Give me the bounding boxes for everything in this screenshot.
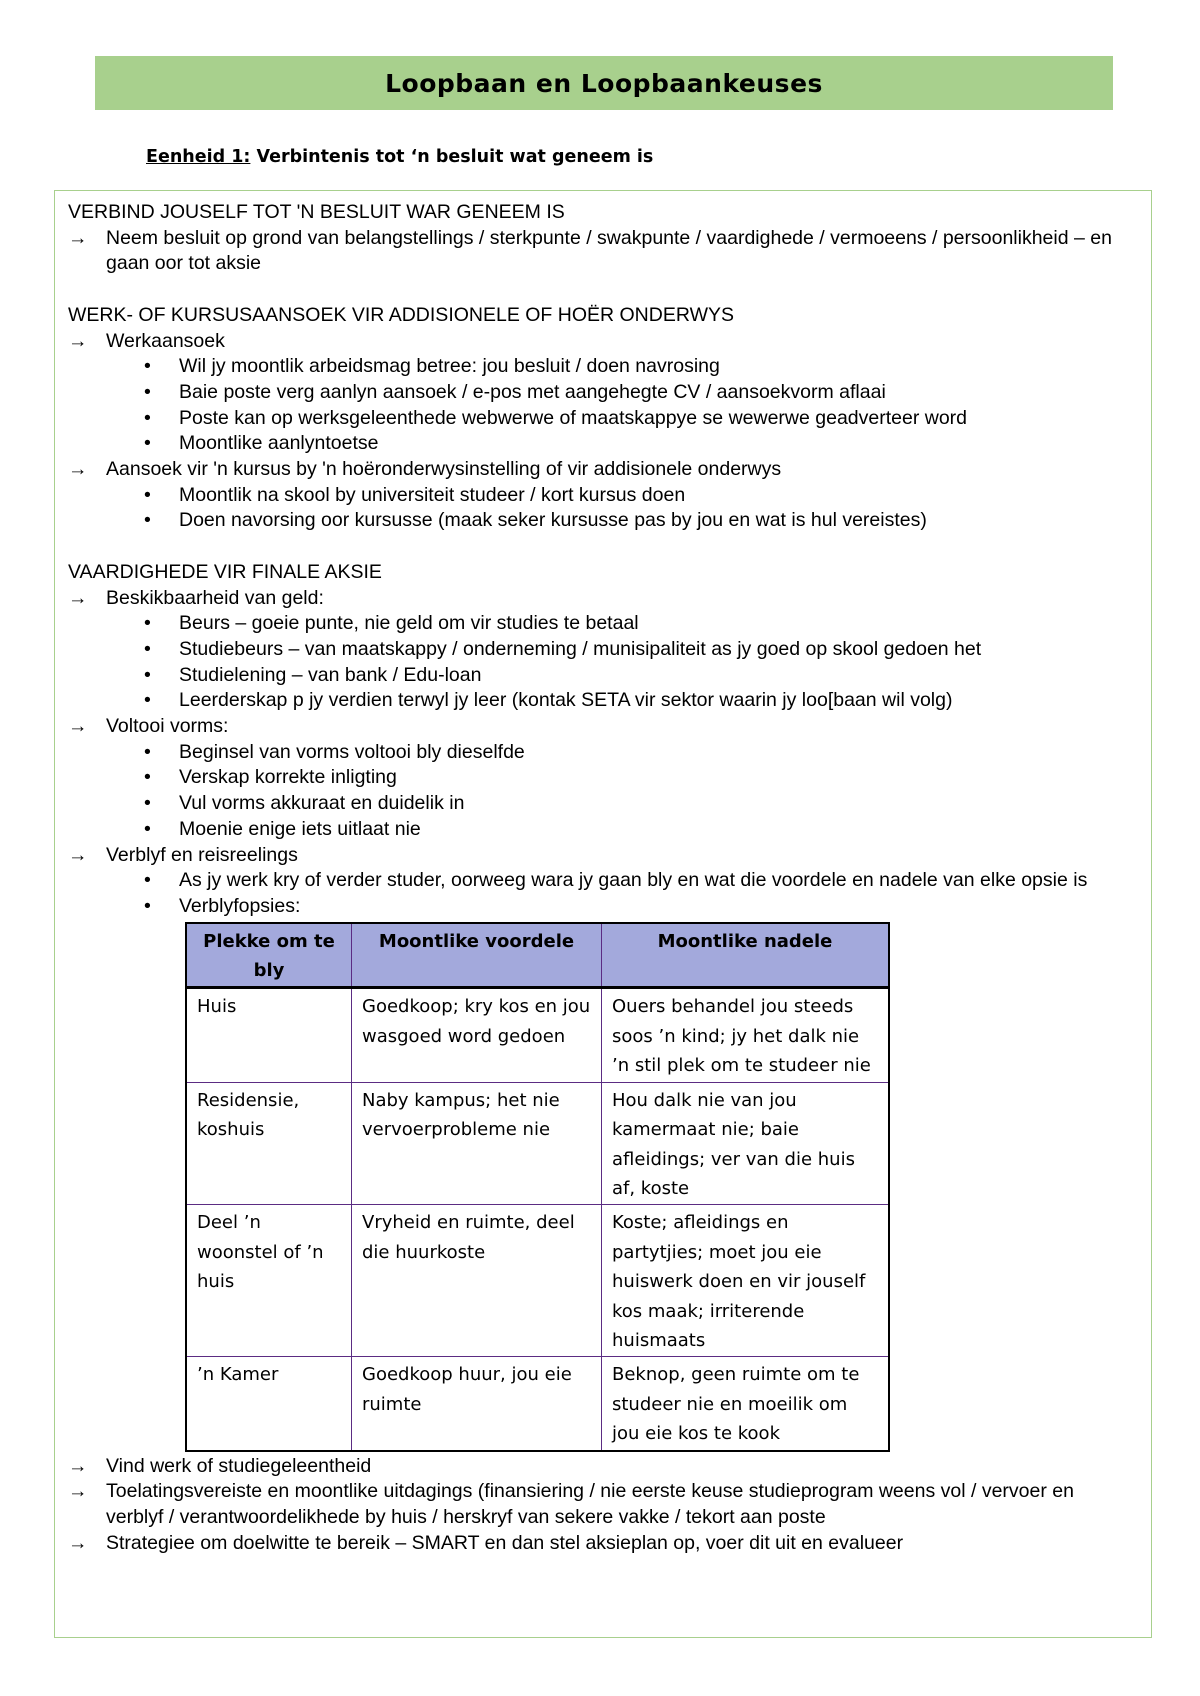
list-item <box>68 868 1128 894</box>
arrow-text: Verblyf en reisreelings <box>106 843 298 866</box>
arrow-text: Toelatingsvereiste en moontlike uitdagings (finansiering / nie eerste keuse studieprogram weens vol / vervoer en verblyf / verantwoordelikhede by huis / herskryf van sekere vakke / tekort aan poste <box>106 1480 1074 1528</box>
arrow-icon: → <box>68 1531 88 1554</box>
table-cell: Beknop, geen ruimte om te studeer nie en moeilik om jou eie kos te kook <box>602 1357 890 1451</box>
bullet-icon: • <box>144 432 151 455</box>
bullet-icon: • <box>144 380 151 403</box>
list-item <box>68 380 1128 406</box>
bullet-icon: • <box>144 740 151 763</box>
list-item <box>68 406 1128 432</box>
section3-arrow-5 <box>68 1479 1128 1530</box>
arrow-text: Werkaansoek <box>106 329 225 352</box>
list-item <box>68 611 1128 637</box>
bullet-icon: • <box>144 483 151 506</box>
bullet-icon: • <box>144 869 151 892</box>
bullet-text: Beurs – goeie punte, nie geld om vir studies te betaal <box>179 612 639 635</box>
bullet-text: Wil jy moontlik arbeidsmag betree: jou besluit / doen navrosing <box>179 355 720 378</box>
section3-heading: VAARDIGHEDE VIR FINALE AKSIE <box>68 560 382 583</box>
section3-arrow-2 <box>68 714 1128 740</box>
list-item <box>68 637 1128 663</box>
bullet-text: Verblyfopsies: <box>179 894 301 917</box>
arrow-text: Neem besluit op grond van belangstellings / sterkpunte / swakpunte / vaardighede / vermoeens / persoonlikheid – en gaan oor tot aksie <box>106 226 1112 275</box>
bullet-text: Studielening – van bank / Edu-loan <box>179 663 482 686</box>
table-header-cell: Moontlike voordele <box>352 923 602 988</box>
section3-arrow-3 <box>68 843 1128 869</box>
section2-arrow-2 <box>68 457 1128 483</box>
arrow-icon: → <box>68 458 88 481</box>
list-item <box>68 508 1128 534</box>
table-row <box>186 988 889 1082</box>
table-cell: Hou dalk nie van jou kamermaat nie; baie afleidings; ver van die huis af, koste <box>602 1082 890 1205</box>
bullet-icon: • <box>144 817 151 840</box>
bullet-text: As jy werk kry of verder studer, oorweeg wara jy gaan bly en wat die voordele en nadele van elke opsie is <box>179 869 1088 892</box>
arrow-text: Vind werk of studiegeleentheid <box>106 1454 372 1477</box>
list-item <box>68 791 1128 817</box>
bullet-icon: • <box>144 637 151 660</box>
bullet-text: Doen navorsing oor kursusse (maak seker kursusse pas by jou en wat is hul vereistes) <box>179 509 927 532</box>
arrow-icon: → <box>68 1454 88 1477</box>
list-item <box>68 354 1128 380</box>
arrow-icon: → <box>68 586 88 609</box>
title-bar <box>95 56 1113 110</box>
unit-text: Verbintenis tot ‘n besluit wat geneem is <box>250 147 654 167</box>
arrow-text: Aansoek vir 'n kursus by 'n hoëronderwysinstelling of vir addisionele onderwys <box>106 458 782 481</box>
table-row <box>186 1205 889 1357</box>
page-title: Loopbaan en Loopbaankeuses <box>385 68 823 98</box>
list-item <box>68 894 1128 920</box>
content <box>68 200 1128 1556</box>
bullet-text: Vul vorms akkuraat en duidelik in <box>179 792 465 815</box>
table-cell: Residensie, koshuis <box>186 1082 352 1205</box>
arrow-icon: → <box>68 1480 88 1503</box>
section3-arrow-6 <box>68 1531 1128 1557</box>
list-item <box>68 431 1128 457</box>
list-item <box>68 817 1128 843</box>
arrow-text: Voltooi vorms: <box>106 715 229 738</box>
list-item <box>68 483 1128 509</box>
arrow-text: Beskikbaarheid van geld: <box>106 586 324 609</box>
bullet-icon: • <box>144 509 151 532</box>
unit-subtitle <box>146 147 653 167</box>
section2-heading: WERK- OF KURSUSAANSOEK VIR ADDISIONELE OF HOËR ONDERWYS <box>68 303 734 326</box>
section3-arrow-4 <box>68 1454 1128 1480</box>
bullet-icon: • <box>144 689 151 712</box>
accommodation-table <box>185 922 890 1452</box>
arrow-icon: → <box>68 843 88 866</box>
list-item <box>68 688 1128 714</box>
arrow-text: Strategiee om doelwitte te bereik – SMART en dan stel aksieplan op, voer dit uit en evalueer <box>106 1531 904 1554</box>
table-cell: Deel ’n woonstel of ’n huis <box>186 1205 352 1357</box>
bullet-text: Beginsel van vorms voltooi bly dieselfde <box>179 740 525 763</box>
section1-heading: VERBIND JOUSELF TOT 'N BESLUIT WAR GENEEM IS <box>68 201 565 223</box>
bullet-icon: • <box>144 612 151 635</box>
arrow-icon: → <box>68 226 88 249</box>
unit-label: Eenheid 1: <box>146 147 251 167</box>
bullet-icon: • <box>144 355 151 378</box>
table-row <box>186 1357 889 1451</box>
bullet-icon: • <box>144 406 151 429</box>
list-item <box>68 765 1128 791</box>
bullet-text: Moenie enige iets uitlaat nie <box>179 817 421 840</box>
arrow-icon: → <box>68 329 88 352</box>
section3-arrow-1 <box>68 586 1128 612</box>
bullet-icon: • <box>144 894 151 917</box>
table-cell: Goedkoop huur, jou eie ruimte <box>352 1357 602 1451</box>
bullet-text: Poste kan op werksgeleenthede webwerwe of maatskappye se wewerwe geadverteer word <box>179 406 968 429</box>
table-cell: Ouers behandel jou steeds soos ’n kind; jy het dalk nie ’n stil plek om te studeer nie <box>602 988 890 1082</box>
accommodation-table-wrap <box>185 922 1128 1452</box>
table-cell: Naby kampus; het nie vervoerprobleme nie <box>352 1082 602 1205</box>
arrow-icon: → <box>68 715 88 738</box>
bullet-text: Moontlik na skool by universiteit studeer / kort kursus doen <box>179 483 686 506</box>
bullet-icon: • <box>144 792 151 815</box>
bullet-text: Studiebeurs – van maatskappy / onderneming / munisipaliteit as jy goed op skool gedoen het <box>179 637 982 660</box>
table-cell: Vryheid en ruimte, deel die huurkoste <box>352 1205 602 1357</box>
bullet-text: Leerderskap p jy verdien terwyl jy leer (kontak SETA vir sektor waarin jy loo[baan wil volg) <box>179 689 953 712</box>
table-header-row <box>186 923 889 988</box>
bullet-icon: • <box>144 663 151 686</box>
table-cell: ’n Kamer <box>186 1357 352 1451</box>
table-header-cell: Moontlike nadele <box>602 923 890 988</box>
table-header-cell: Plekke om te bly <box>186 923 352 988</box>
list-item <box>68 663 1128 689</box>
table-cell: Koste; afleidings en partytjies; moet jou eie huiswerk doen en vir jouself kos maak; irriterende huismaats <box>602 1205 890 1357</box>
section2-arrow-1 <box>68 329 1128 355</box>
table-row <box>186 1082 889 1205</box>
bullet-text: Baie poste verg aanlyn aansoek / e-pos met aangehegte CV / aansoekvorm aflaai <box>179 380 886 403</box>
table-cell: Huis <box>186 988 352 1082</box>
table-cell: Goedkoop; kry kos en jou wasgoed word gedoen <box>352 988 602 1082</box>
bullet-text: Moontlike aanlyntoetse <box>179 432 379 455</box>
bullet-icon: • <box>144 766 151 789</box>
list-item <box>68 740 1128 766</box>
section1-arrow-1 <box>68 226 1128 277</box>
bullet-text: Verskap korrekte inligting <box>179 766 397 789</box>
